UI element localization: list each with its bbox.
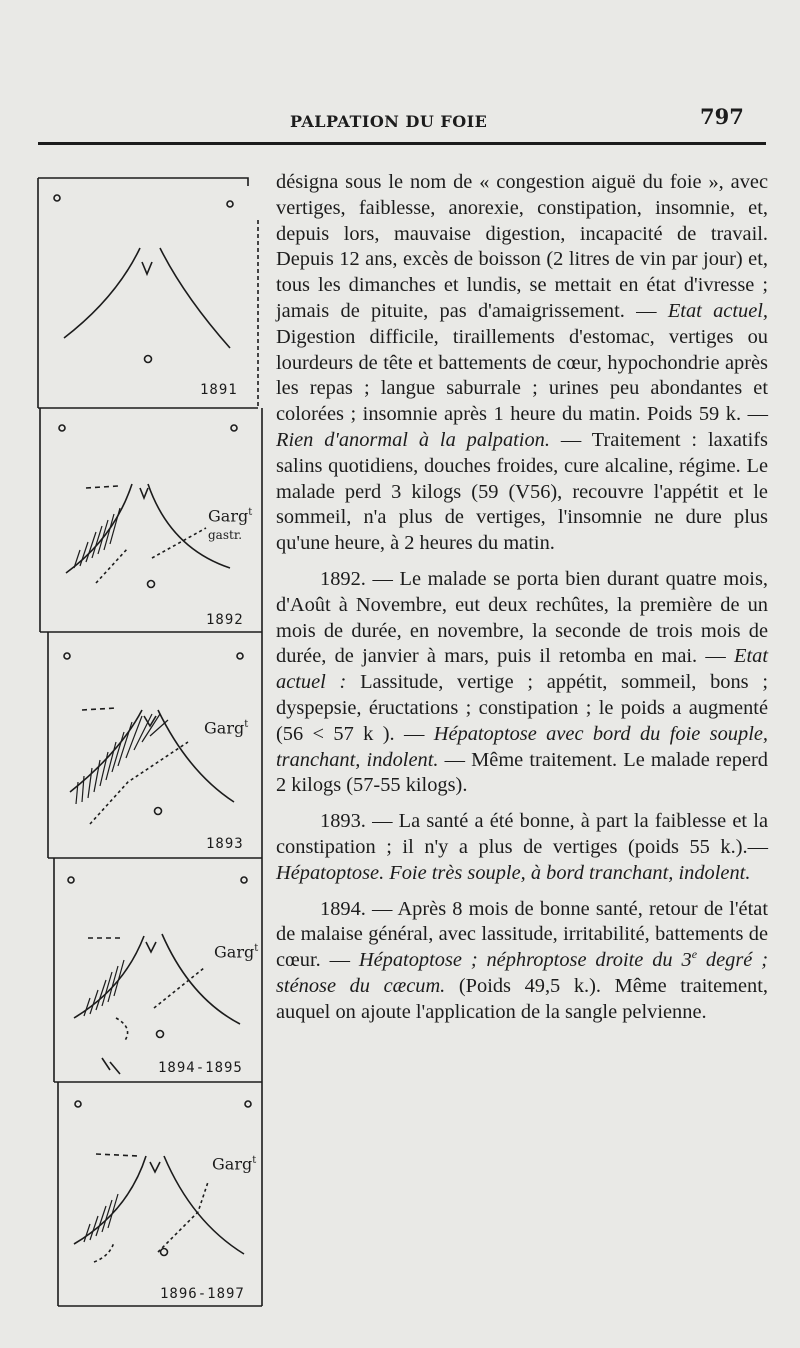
gargouillement-label: Garg$^t$	[204, 718, 249, 738]
page-number: 797	[700, 104, 744, 129]
year-label: 1894-1895	[158, 1060, 243, 1076]
gargouillement-label: Garg$^t$	[214, 942, 259, 962]
liver-edge-sketch	[48, 632, 262, 858]
palpation-diagram-1894-1895	[54, 858, 262, 1082]
paragraph-history: désigna sous le nom de « congestion aiguë du foie », avec vertiges, faiblesse, anorexie, constipation, insomnie, et, depuis lors, mauvaise digestion, incapacité de travail. Depuis 12 ans, excès de boisson (2 litres de vin par jour) et, tous les dimanches et lundis, se mettait en état d'ivresse ; jamais de pituite, pas d'amaigrissement. — Etat actuel, Digestion difficile, tiraillements d'estomac, vertiges ou lourdeurs de tête et battements de cœur, hypochondrie après les repas ; langue saburrale ; urines peu abondantes et colorées ; insomnie après 1 heure du matin. Poids 59 k. — Rien d'anormal à la palpation. — Traitement : laxatifs salins quotidiens, douches froides, cure alcaline, régime. Le malade perd 3 kilogs (59 (V56), recouvre l'appétit et le sommeil, n'a plus de vertiges, l'insomnie ne dure plus qu'une heure, à 2 heures du matin.	[276, 171, 769, 555]
year-label: 1896-1897	[160, 1286, 245, 1302]
year-label: 1892	[206, 612, 244, 628]
palpation-diagram-1891	[38, 178, 258, 408]
palpation-diagram-1893	[48, 632, 262, 858]
gastr-label: gastr.	[208, 528, 243, 542]
paragraph-1893: 1893. — La santé a été bonne, à part la faiblesse et la constipation ; il n'y a plus de vertiges (poids 55 k.).— Hépatoptose. Foie très souple, à bord tranchant, indolent.	[276, 810, 768, 884]
liver-edge-sketch	[58, 1082, 262, 1306]
year-label: 1893	[206, 836, 244, 852]
running-title: PALPATION DU FOIE	[290, 112, 488, 131]
figure-column	[0, 0, 270, 1348]
liver-edge-sketch	[38, 178, 258, 408]
clinical-text	[276, 170, 768, 1026]
gargouillement-label: Garg$^t$	[208, 506, 253, 526]
paragraph-1894: 1894. — Après 8 mois de bonne santé, retour de l'état de malaise général, avec lassitude, irritabilité, battements de cœur. — Hépatoptose ; néphroptose droite du 3e degré ; sténose du cæcum. (Poids 49,5 k.). Même traitement, auquel on ajoute l'application de la sangle pelvienne.	[276, 897, 768, 1023]
palpation-diagram-1896-1897	[58, 1082, 262, 1306]
gargouillement-label: Garg$^t$	[212, 1154, 257, 1174]
liver-edge-sketch	[54, 858, 262, 1082]
paragraph-1892: 1892. — Le malade se porta bien durant quatre mois, d'Août à Novembre, eut deux rechûtes, la première de un mois de durée, en novembre, la seconde de trois mois de durée, de janvier à mars, puis il retomba en mai. — Etat actuel : Lassitude, vertige ; appétit, sommeil, bons ; dyspepsie, éructations ; constipation ; le poids a augmenté (56 < 57 k ). — Hépatoptose avec bord du foie souple, tranchant, indolent. — Même traitement. Le malade reperd 2 kilogs (57-55 kilogs).	[276, 567, 769, 797]
palpation-diagram-1892	[40, 408, 262, 632]
year-label: 1891	[200, 382, 238, 398]
